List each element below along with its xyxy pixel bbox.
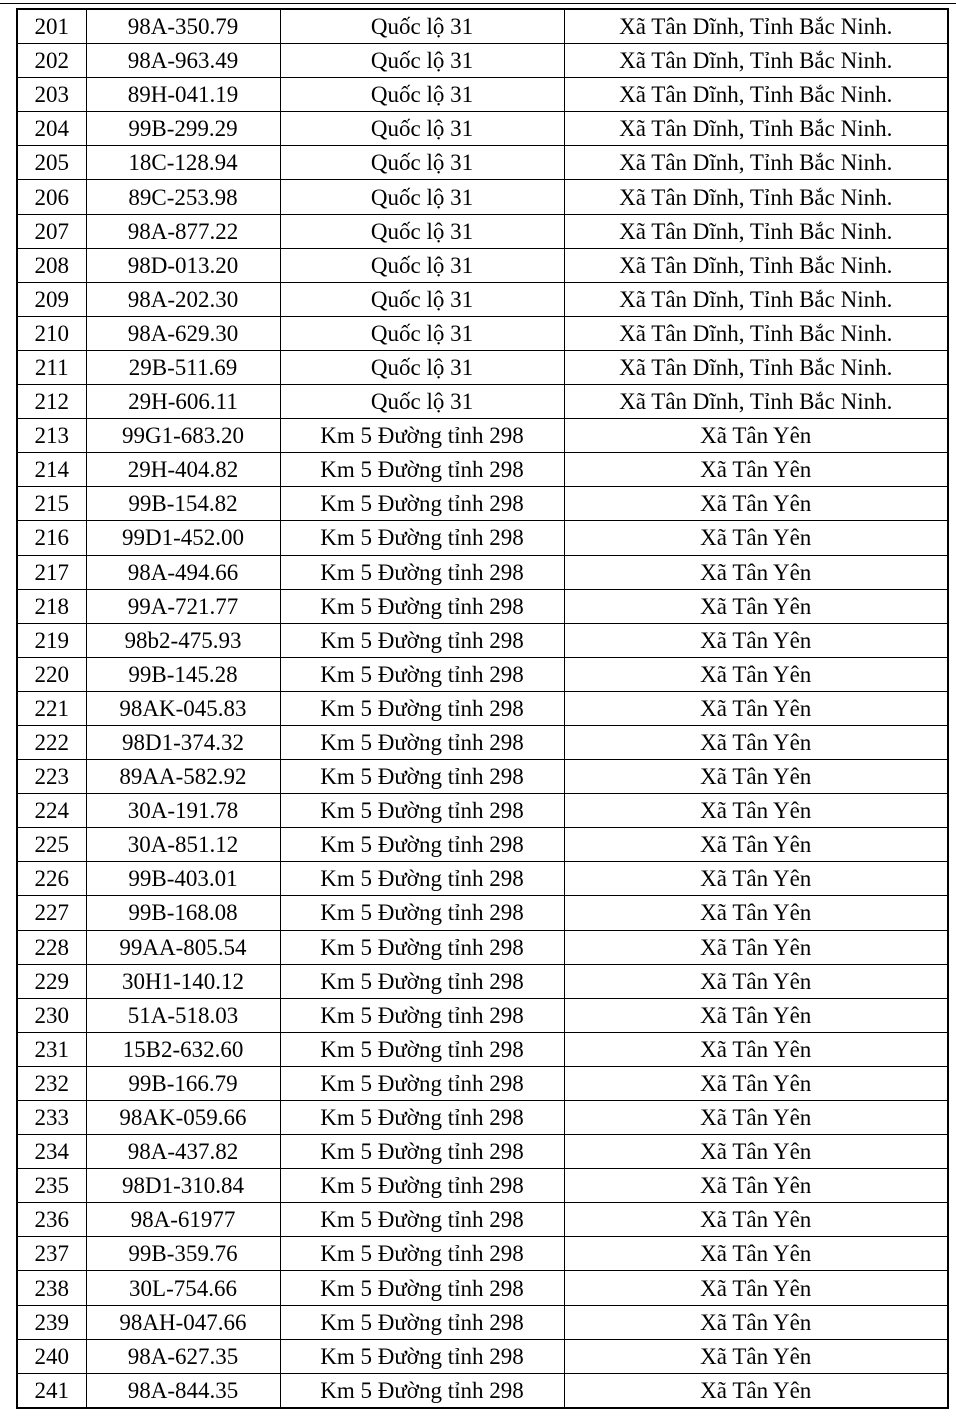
location-cell: Quốc lộ 31 — [280, 146, 564, 180]
license-plate-cell: 99A-721.77 — [86, 589, 280, 623]
location-cell: Km 5 Đường tỉnh 298 — [280, 794, 564, 828]
license-plate-cell: 98A-627.35 — [86, 1339, 280, 1373]
table-row — [17, 1135, 948, 1169]
row-number-cell: 206 — [17, 180, 86, 214]
location-cell: Km 5 Đường tỉnh 298 — [280, 1271, 564, 1305]
license-plate-cell: 18C-128.94 — [86, 146, 280, 180]
table-row — [17, 691, 948, 725]
address-cell: Xã Tân Yên — [564, 1169, 948, 1203]
row-number-cell: 237 — [17, 1237, 86, 1271]
address-cell: Xã Tân Dĩnh, Tỉnh Bắc Ninh. — [564, 350, 948, 384]
address-cell: Xã Tân Yên — [564, 1135, 948, 1169]
row-number-cell: 210 — [17, 316, 86, 350]
table-row — [17, 896, 948, 930]
table-row — [17, 44, 948, 78]
location-cell: Km 5 Đường tỉnh 298 — [280, 725, 564, 759]
row-number-cell: 209 — [17, 282, 86, 316]
location-cell: Quốc lộ 31 — [280, 112, 564, 146]
address-cell: Xã Tân Yên — [564, 1032, 948, 1066]
row-number-cell: 213 — [17, 419, 86, 453]
location-cell: Quốc lộ 31 — [280, 350, 564, 384]
address-cell: Xã Tân Yên — [564, 964, 948, 998]
location-cell: Km 5 Đường tỉnh 298 — [280, 1305, 564, 1339]
location-cell: Quốc lộ 31 — [280, 385, 564, 419]
row-number-cell: 233 — [17, 1101, 86, 1135]
license-plate-cell: 99B-359.76 — [86, 1237, 280, 1271]
table-row — [17, 998, 948, 1032]
location-cell: Quốc lộ 31 — [280, 214, 564, 248]
table-row — [17, 657, 948, 691]
license-plate-cell: 99D1-452.00 — [86, 521, 280, 555]
table-row — [17, 930, 948, 964]
location-cell: Km 5 Đường tỉnh 298 — [280, 657, 564, 691]
table-row — [17, 1101, 948, 1135]
address-cell: Xã Tân Yên — [564, 896, 948, 930]
license-plate-cell: 98AK-059.66 — [86, 1101, 280, 1135]
table-row — [17, 453, 948, 487]
location-cell: Km 5 Đường tỉnh 298 — [280, 760, 564, 794]
row-number-cell: 239 — [17, 1305, 86, 1339]
address-cell: Xã Tân Yên — [564, 623, 948, 657]
location-cell: Km 5 Đường tỉnh 298 — [280, 1339, 564, 1373]
address-cell: Xã Tân Yên — [564, 1203, 948, 1237]
row-number-cell: 212 — [17, 385, 86, 419]
address-cell: Xã Tân Yên — [564, 760, 948, 794]
location-cell: Km 5 Đường tỉnh 298 — [280, 419, 564, 453]
address-cell: Xã Tân Dĩnh, Tỉnh Bắc Ninh. — [564, 316, 948, 350]
row-number-cell: 232 — [17, 1066, 86, 1100]
address-cell: Xã Tân Dĩnh, Tỉnh Bắc Ninh. — [564, 180, 948, 214]
license-plate-cell: 30A-851.12 — [86, 828, 280, 862]
table-row — [17, 794, 948, 828]
table-row — [17, 1032, 948, 1066]
license-plate-cell: 30H1-140.12 — [86, 964, 280, 998]
license-plate-cell: 51A-518.03 — [86, 998, 280, 1032]
license-plate-cell: 89C-253.98 — [86, 180, 280, 214]
license-plate-cell: 98A-494.66 — [86, 555, 280, 589]
address-cell: Xã Tân Dĩnh, Tỉnh Bắc Ninh. — [564, 385, 948, 419]
address-cell: Xã Tân Yên — [564, 1305, 948, 1339]
license-plate-cell: 98A-963.49 — [86, 44, 280, 78]
row-number-cell: 227 — [17, 896, 86, 930]
license-plate-cell: 98AK-045.83 — [86, 691, 280, 725]
address-cell: Xã Tân Yên — [564, 998, 948, 1032]
row-number-cell: 224 — [17, 794, 86, 828]
table-row — [17, 623, 948, 657]
license-plate-cell: 99G1-683.20 — [86, 419, 280, 453]
license-plate-cell: 99B-299.29 — [86, 112, 280, 146]
table-row — [17, 725, 948, 759]
license-plate-cell: 98A-202.30 — [86, 282, 280, 316]
location-cell: Km 5 Đường tỉnh 298 — [280, 623, 564, 657]
license-plate-cell: 98D-013.20 — [86, 248, 280, 282]
vehicle-violation-table — [16, 8, 949, 1409]
row-number-cell: 228 — [17, 930, 86, 964]
table-row — [17, 248, 948, 282]
row-number-cell: 229 — [17, 964, 86, 998]
row-number-cell: 230 — [17, 998, 86, 1032]
address-cell: Xã Tân Dĩnh, Tỉnh Bắc Ninh. — [564, 78, 948, 112]
license-plate-cell: 29B-511.69 — [86, 350, 280, 384]
row-number-cell: 215 — [17, 487, 86, 521]
table-row — [17, 214, 948, 248]
row-number-cell: 218 — [17, 589, 86, 623]
address-cell: Xã Tân Dĩnh, Tỉnh Bắc Ninh. — [564, 282, 948, 316]
license-plate-cell: 98A-877.22 — [86, 214, 280, 248]
address-cell: Xã Tân Yên — [564, 691, 948, 725]
location-cell: Quốc lộ 31 — [280, 248, 564, 282]
row-number-cell: 225 — [17, 828, 86, 862]
location-cell: Km 5 Đường tỉnh 298 — [280, 998, 564, 1032]
table-body — [17, 9, 948, 1408]
license-plate-cell: 98A-844.35 — [86, 1373, 280, 1408]
table-row — [17, 146, 948, 180]
license-plate-cell: 98A-61977 — [86, 1203, 280, 1237]
location-cell: Km 5 Đường tỉnh 298 — [280, 1066, 564, 1100]
row-number-cell: 238 — [17, 1271, 86, 1305]
location-cell: Quốc lộ 31 — [280, 44, 564, 78]
table-row — [17, 1169, 948, 1203]
location-cell: Quốc lộ 31 — [280, 9, 564, 44]
table-row — [17, 487, 948, 521]
location-cell: Quốc lộ 31 — [280, 180, 564, 214]
address-cell: Xã Tân Yên — [564, 862, 948, 896]
license-plate-cell: 89AA-582.92 — [86, 760, 280, 794]
address-cell: Xã Tân Yên — [564, 1237, 948, 1271]
row-number-cell: 216 — [17, 521, 86, 555]
table-row — [17, 828, 948, 862]
row-number-cell: 219 — [17, 623, 86, 657]
table-row — [17, 1237, 948, 1271]
license-plate-cell: 98b2-475.93 — [86, 623, 280, 657]
address-cell: Xã Tân Dĩnh, Tỉnh Bắc Ninh. — [564, 146, 948, 180]
table-row — [17, 862, 948, 896]
location-cell: Km 5 Đường tỉnh 298 — [280, 1135, 564, 1169]
location-cell: Km 5 Đường tỉnh 298 — [280, 1203, 564, 1237]
table-row — [17, 1305, 948, 1339]
address-cell: Xã Tân Yên — [564, 419, 948, 453]
page-top-rule — [0, 3, 956, 4]
table-row — [17, 1066, 948, 1100]
license-plate-cell: 98A-437.82 — [86, 1135, 280, 1169]
row-number-cell: 235 — [17, 1169, 86, 1203]
table-row — [17, 419, 948, 453]
address-cell: Xã Tân Dĩnh, Tỉnh Bắc Ninh. — [564, 112, 948, 146]
location-cell: Km 5 Đường tỉnh 298 — [280, 487, 564, 521]
license-plate-cell: 99B-403.01 — [86, 862, 280, 896]
row-number-cell: 202 — [17, 44, 86, 78]
location-cell: Km 5 Đường tỉnh 298 — [280, 1237, 564, 1271]
license-plate-cell: 99AA-805.54 — [86, 930, 280, 964]
address-cell: Xã Tân Yên — [564, 828, 948, 862]
row-number-cell: 203 — [17, 78, 86, 112]
table-row — [17, 1373, 948, 1408]
license-plate-cell: 98D1-310.84 — [86, 1169, 280, 1203]
table-row — [17, 1339, 948, 1373]
row-number-cell: 236 — [17, 1203, 86, 1237]
location-cell: Km 5 Đường tỉnh 298 — [280, 555, 564, 589]
address-cell: Xã Tân Yên — [564, 589, 948, 623]
address-cell: Xã Tân Yên — [564, 1101, 948, 1135]
table-row — [17, 78, 948, 112]
row-number-cell: 207 — [17, 214, 86, 248]
location-cell: Km 5 Đường tỉnh 298 — [280, 862, 564, 896]
table-row — [17, 385, 948, 419]
location-cell: Km 5 Đường tỉnh 298 — [280, 691, 564, 725]
license-plate-cell: 99B-168.08 — [86, 896, 280, 930]
table-row — [17, 350, 948, 384]
address-cell: Xã Tân Yên — [564, 1373, 948, 1408]
table-row — [17, 589, 948, 623]
address-cell: Xã Tân Yên — [564, 930, 948, 964]
address-cell: Xã Tân Yên — [564, 725, 948, 759]
address-cell: Xã Tân Yên — [564, 657, 948, 691]
location-cell: Km 5 Đường tỉnh 298 — [280, 1032, 564, 1066]
address-cell: Xã Tân Yên — [564, 555, 948, 589]
row-number-cell: 205 — [17, 146, 86, 180]
location-cell: Km 5 Đường tỉnh 298 — [280, 521, 564, 555]
license-plate-cell: 98AH-047.66 — [86, 1305, 280, 1339]
address-cell: Xã Tân Yên — [564, 487, 948, 521]
table-row — [17, 9, 948, 44]
row-number-cell: 208 — [17, 248, 86, 282]
address-cell: Xã Tân Yên — [564, 1271, 948, 1305]
address-cell: Xã Tân Yên — [564, 1339, 948, 1373]
license-plate-cell: 99B-166.79 — [86, 1066, 280, 1100]
address-cell: Xã Tân Yên — [564, 453, 948, 487]
location-cell: Km 5 Đường tỉnh 298 — [280, 1169, 564, 1203]
location-cell: Km 5 Đường tỉnh 298 — [280, 589, 564, 623]
license-plate-cell: 99B-145.28 — [86, 657, 280, 691]
table-row — [17, 1271, 948, 1305]
license-plate-cell: 30A-191.78 — [86, 794, 280, 828]
location-cell: Km 5 Đường tỉnh 298 — [280, 828, 564, 862]
table-row — [17, 964, 948, 998]
row-number-cell: 226 — [17, 862, 86, 896]
row-number-cell: 221 — [17, 691, 86, 725]
row-number-cell: 217 — [17, 555, 86, 589]
table-row — [17, 316, 948, 350]
row-number-cell: 211 — [17, 350, 86, 384]
location-cell: Km 5 Đường tỉnh 298 — [280, 930, 564, 964]
license-plate-cell: 29H-404.82 — [86, 453, 280, 487]
license-plate-cell: 98A-629.30 — [86, 316, 280, 350]
row-number-cell: 201 — [17, 9, 86, 44]
table-row — [17, 760, 948, 794]
row-number-cell: 240 — [17, 1339, 86, 1373]
row-number-cell: 234 — [17, 1135, 86, 1169]
row-number-cell: 241 — [17, 1373, 86, 1408]
license-plate-cell: 99B-154.82 — [86, 487, 280, 521]
location-cell: Km 5 Đường tỉnh 298 — [280, 896, 564, 930]
row-number-cell: 222 — [17, 725, 86, 759]
location-cell: Quốc lộ 31 — [280, 78, 564, 112]
table-row — [17, 112, 948, 146]
address-cell: Xã Tân Yên — [564, 521, 948, 555]
address-cell: Xã Tân Dĩnh, Tỉnh Bắc Ninh. — [564, 214, 948, 248]
table-row — [17, 555, 948, 589]
row-number-cell: 223 — [17, 760, 86, 794]
row-number-cell: 204 — [17, 112, 86, 146]
location-cell: Quốc lộ 31 — [280, 316, 564, 350]
address-cell: Xã Tân Yên — [564, 1066, 948, 1100]
location-cell: Quốc lộ 31 — [280, 282, 564, 316]
address-cell: Xã Tân Dĩnh, Tỉnh Bắc Ninh. — [564, 248, 948, 282]
location-cell: Km 5 Đường tỉnh 298 — [280, 1101, 564, 1135]
license-plate-cell: 89H-041.19 — [86, 78, 280, 112]
table-row — [17, 180, 948, 214]
address-cell: Xã Tân Dĩnh, Tỉnh Bắc Ninh. — [564, 44, 948, 78]
license-plate-cell: 98A-350.79 — [86, 9, 280, 44]
location-cell: Km 5 Đường tỉnh 298 — [280, 453, 564, 487]
license-plate-cell: 30L-754.66 — [86, 1271, 280, 1305]
license-plate-cell: 29H-606.11 — [86, 385, 280, 419]
address-cell: Xã Tân Dĩnh, Tỉnh Bắc Ninh. — [564, 9, 948, 44]
table-row — [17, 282, 948, 316]
table-row — [17, 1203, 948, 1237]
location-cell: Km 5 Đường tỉnh 298 — [280, 1373, 564, 1408]
row-number-cell: 220 — [17, 657, 86, 691]
row-number-cell: 231 — [17, 1032, 86, 1066]
address-cell: Xã Tân Yên — [564, 794, 948, 828]
table-row — [17, 521, 948, 555]
location-cell: Km 5 Đường tỉnh 298 — [280, 964, 564, 998]
row-number-cell: 214 — [17, 453, 86, 487]
license-plate-cell: 98D1-374.32 — [86, 725, 280, 759]
license-plate-cell: 15B2-632.60 — [86, 1032, 280, 1066]
